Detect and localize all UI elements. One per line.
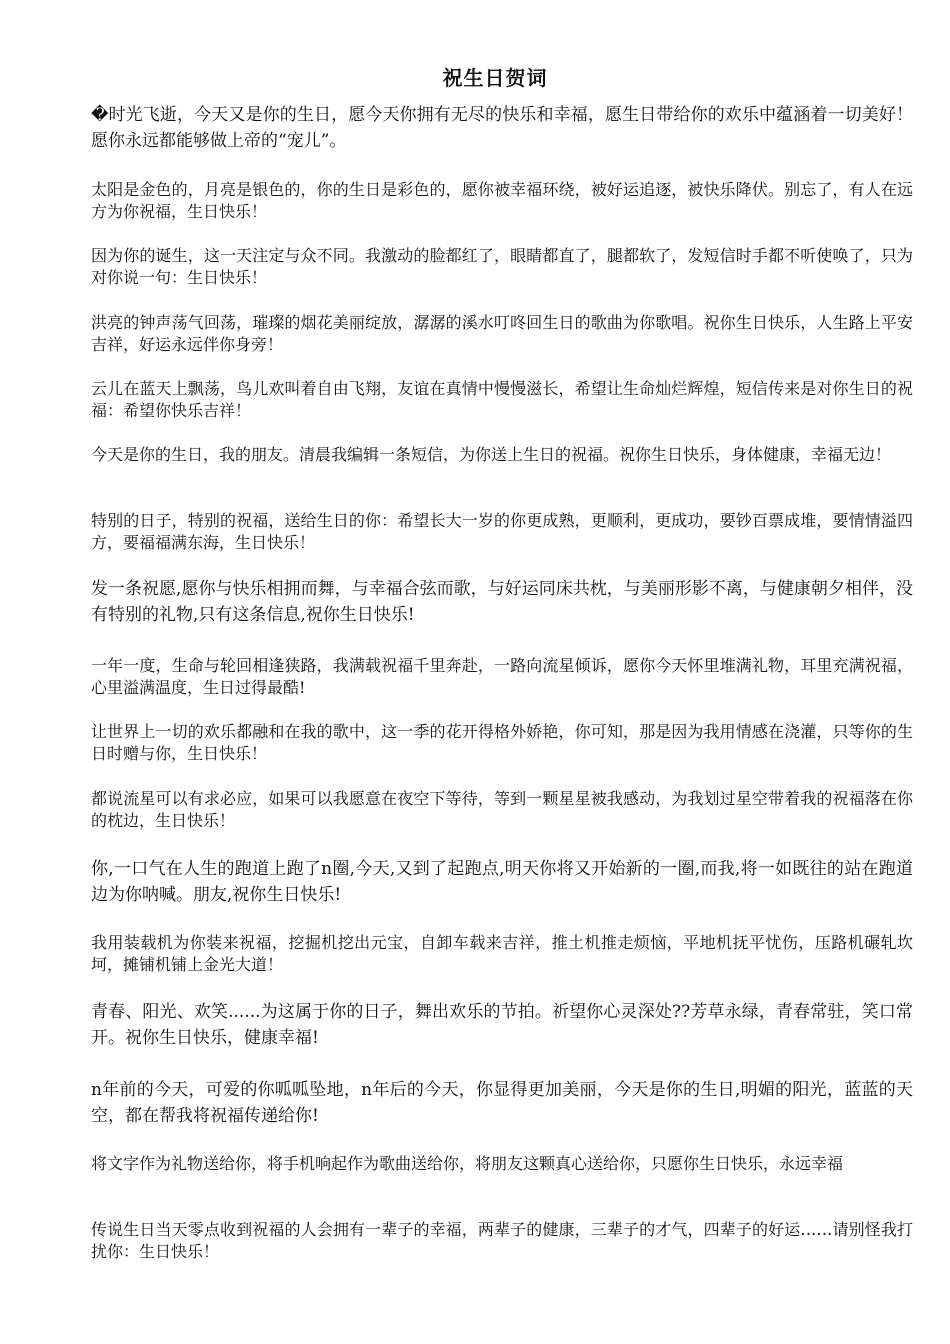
paragraph: 发一条祝愿,愿你与快乐相拥而舞，与幸福合弦而歌，与好运同床共枕，与美丽形影不离，与健康朝夕相伴，没有特别的礼物,只有这条信息,祝你生日快乐! [91,579,913,625]
page-title: 祝生日贺词 [442,66,548,90]
paragraph: 你,一口气在人生的跑道上跑了n圈,今天,又到了起跑点,明天你将又开始新的一圈,而我,将一如既往的站在跑道边为你呐喊。朋友,祝你生日快乐! [91,859,913,905]
paragraph: 传说生日当天零点收到祝福的人会拥有一辈子的幸福，两辈子的健康，三辈子的才气，四辈子的好运……请别怪我打扰你：生日快乐！ [91,1220,913,1261]
paragraph: 今天是你的生日，我的朋友。清晨我编辑一条短信，为你送上生日的祝福。祝你生日快乐，身体健康，幸福无边！ [91,445,892,464]
paragraph: �时光飞逝，今天又是你的生日，愿今天你拥有无尽的快乐和幸福，愿生日带给你的欢乐中蕴涵着一切美好！愿你永远都能够做上帝的“宠儿”。 [91,105,913,151]
paragraph: 青春、阳光、欢笑......为这属于你的日子，舞出欢乐的节拍。祈望你心灵深处??芳草永绿，青春常驻，笑口常开。祝你生日快乐，健康幸福! [91,1002,913,1048]
paragraph: 都说流星可以有求必应，如果可以我愿意在夜空下等待，等到一颗星星被我感动，为我划过星空带着我的祝福落在你的枕边，生日快乐！ [91,789,913,830]
paragraph: 特别的日子，特别的祝福，送给生日的你：希望长大一岁的你更成熟，更顺利，更成功，要钞百票成堆，要情情溢四方，要福福满东海，生日快乐！ [91,511,913,552]
paragraph: 洪亮的钟声荡气回荡，璀璨的烟花美丽绽放，潺潺的溪水叮咚回生日的歌曲为你歌唱。祝你生日快乐，人生路上平安吉祥，好运永远伴你身旁！ [91,313,913,354]
paragraph: 太阳是金色的，月亮是银色的，你的生日是彩色的，愿你被幸福环绕，被好运追逐，被快乐降伏。别忘了，有人在远方为你祝福，生日快乐！ [91,180,913,221]
paragraph: 我用装载机为你装来祝福，挖掘机挖出元宝，自卸车载来吉祥，推土机推走烦恼，平地机抚平忧伤，压路机碾轧坎坷，摊铺机铺上金光大道！ [91,933,913,974]
paragraph: 因为你的诞生，这一天注定与众不同。我激动的脸都红了，眼睛都直了，腿都软了，发短信时手都不听使唤了，只为对你说一句：生日快乐！ [91,246,913,287]
paragraph: 让世界上一切的欢乐都融和在我的歌中，这一季的花开得格外娇艳，你可知，那是因为我用情感在浇灌，只等你的生日时赠与你，生日快乐！ [91,722,913,763]
paragraph: 云儿在蓝天上飘荡，鸟儿欢叫着自由飞翔，友谊在真情中慢慢滋长，希望让生命灿烂辉煌，短信传来是对你生日的祝福：希望你快乐吉祥！ [91,379,913,420]
paragraph: n年前的今天，可爱的你呱呱坠地，n年后的今天，你显得更加美丽，今天是你的生日,明媚的阳光，蓝蓝的天空，都在帮我将祝福传递给你! [91,1080,913,1126]
paragraph: 一年一度，生命与轮回相逢狭路，我满载祝福千里奔赴，一路向流星倾诉，愿你今天怀里堆满礼物，耳里充满祝福，心里溢满温度，生日过得最酷! [91,656,913,697]
paragraph: 将文字作为礼物送给你，将手机响起作为歌曲送给你，将朋友这颗真心送给你，只愿你生日快乐，永远幸福 [91,1154,844,1173]
